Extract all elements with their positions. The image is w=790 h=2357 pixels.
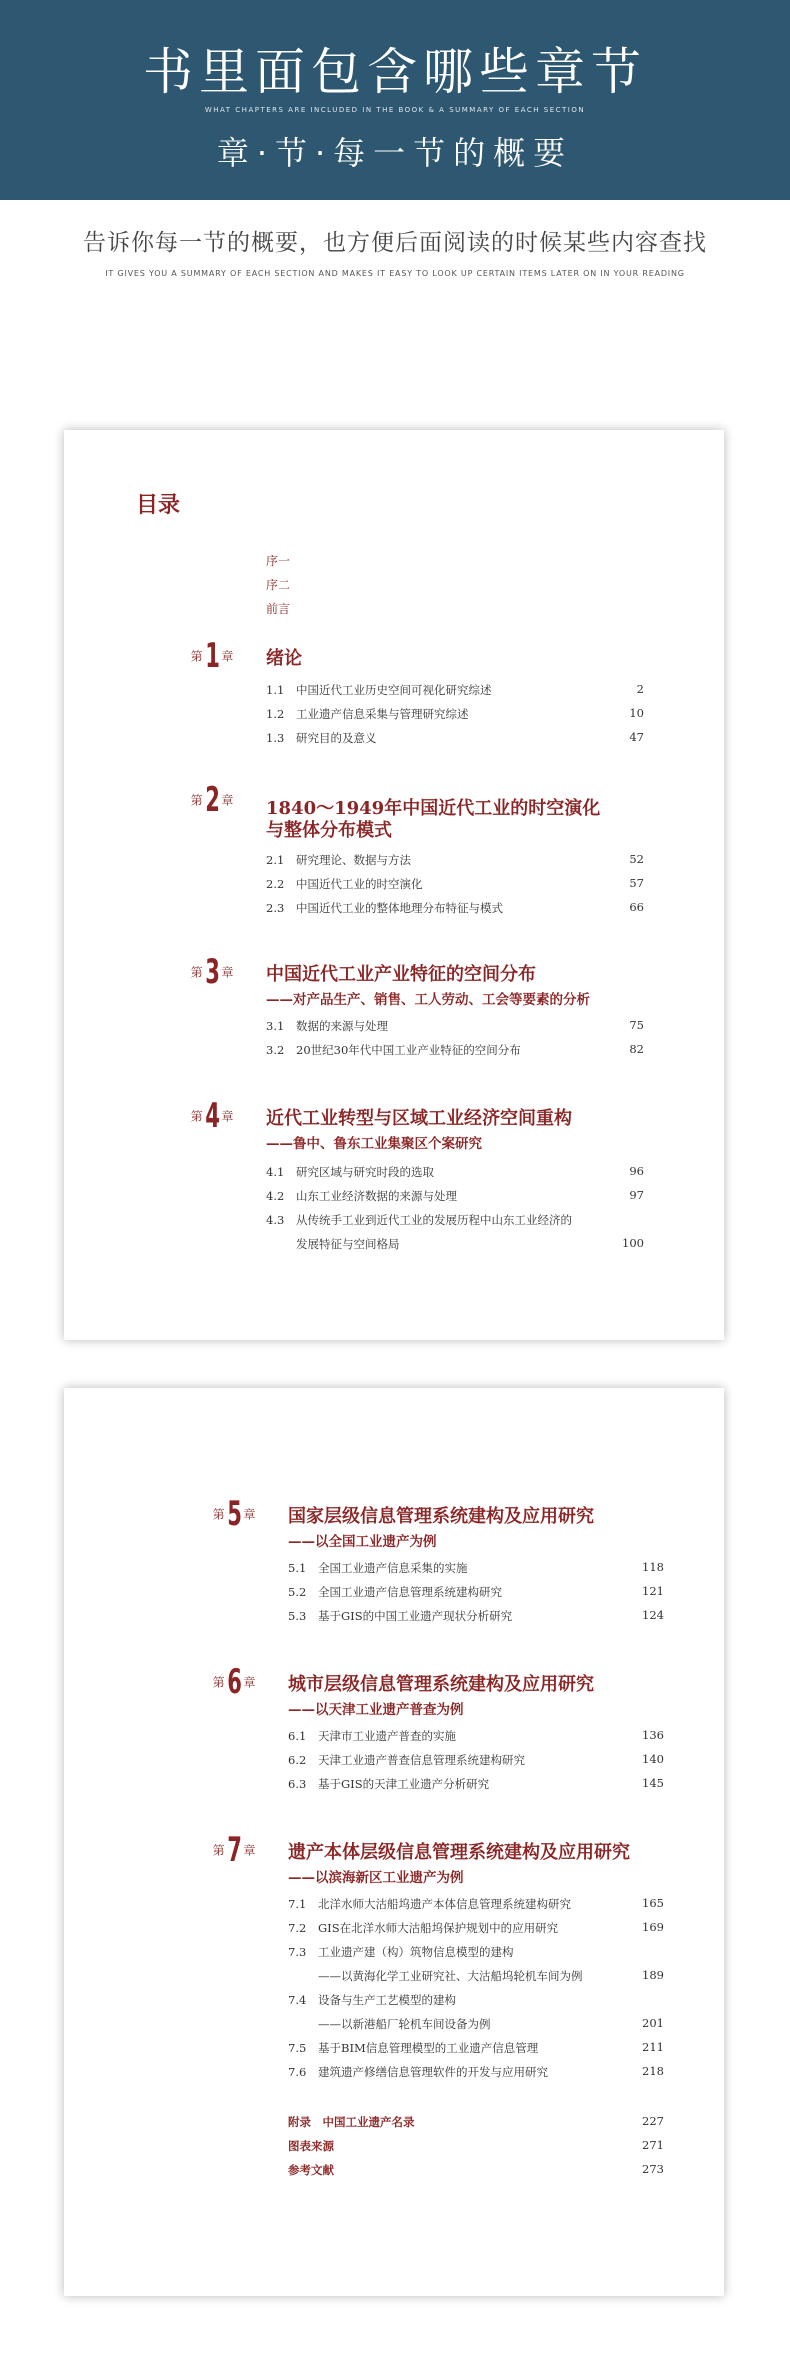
toc-entry[interactable]: 7.6 建筑遗产修缮信息管理软件的开发与应用研究 [288,2065,548,2079]
page-number: 96 [629,1164,644,1178]
page-number: 218 [642,2064,664,2078]
chapter-4-subtitle: ——鲁中、鲁东工业集聚区个案研究 [266,1136,482,1152]
chapter-4-title: 近代工业转型与区域工业经济空间重构 [266,1108,572,1129]
references-entry[interactable]: 参考文献 [288,2163,334,2177]
chapter-2-title: 1840～1949年中国近代工业的时空演化 [266,798,601,819]
toc-entry[interactable]: 3.1 数据的来源与处理 [266,1019,388,1033]
toc-heading: 目录 [136,492,181,518]
tagline-en: IT GIVES YOU A SUMMARY OF EACH SECTION AND MAKES IT EASY TO LOOK UP CERTAIN ITEMS LATER ON IN YOUR READING [105,269,685,278]
page-number: 169 [642,1920,664,1934]
page-number: 145 [642,1776,664,1790]
chapter-5-title: 国家层级信息管理系统建构及应用研究 [288,1506,594,1527]
chapter-3-title: 中国近代工业产业特征的空间分布 [266,964,536,985]
header-banner [0,0,790,200]
page-number: 75 [629,1018,644,1032]
page-number: 227 [642,2114,664,2128]
page-number: 52 [629,852,644,866]
toc-entry[interactable]: 5.1 全国工业遗产信息采集的实施 [288,1561,468,1575]
toc-entry[interactable]: 5.3 基于GIS的中国工业遗产现状分析研究 [288,1609,513,1623]
toc-entry[interactable]: 2.1 研究理论、数据与方法 [266,853,411,867]
page-number: 189 [642,1968,664,1982]
toc-entry[interactable]: 6.1 天津市工业遗产普查的实施 [288,1729,456,1743]
chapter-7-subtitle: ——以滨海新区工业遗产为例 [288,1870,464,1886]
toc-entry[interactable]: 4.1 研究区域与研究时段的选取 [266,1165,434,1179]
toc-entry[interactable]: 3.2 20世纪30年代中国工业产业特征的空间分布 [266,1043,521,1057]
toc-entry-continued[interactable]: ——以新港船厂轮机车间设备为例 [318,2017,491,2031]
prelim-foreword: 前言 [266,602,291,616]
page-number: 201 [642,2016,664,2030]
tagline-cn: 告诉你每一节的概要，也方便后面阅读的时候某些内容查找 [83,230,707,256]
page-number: 273 [642,2162,664,2176]
page-number: 121 [642,1584,664,1598]
toc-entry-continued[interactable]: 发展特征与空间格局 [296,1237,400,1251]
banner-title: 书里面包含哪些章节 [143,43,647,101]
appendix-entry[interactable]: 附录 中国工业遗产名录 [288,2115,415,2129]
page-number: 2 [636,682,644,696]
chapter-7-title: 遗产本体层级信息管理系统建构及应用研究 [288,1842,630,1863]
page-number: 57 [629,876,644,890]
page-number: 118 [642,1560,664,1574]
toc-entry[interactable]: 2.2 中国近代工业的时空演化 [266,877,423,891]
toc-entry[interactable]: 5.2 全国工业遗产信息管理系统建构研究 [288,1585,502,1599]
page-number: 47 [629,730,644,744]
toc-entry[interactable]: 7.2 GIS在北洋水师大沽船坞保护规划中的应用研究 [288,1921,559,1935]
toc-page-2 [64,1388,724,2296]
page-number: 140 [642,1752,664,1766]
page-number: 211 [642,2040,664,2054]
chapter-number-4: 第4 章 [190,1096,234,1136]
banner-subtitle-en: WHAT CHAPTERS ARE INCLUDED IN THE BOOK & A SUMMARY OF EACH SECTION [204,106,586,114]
toc-page-1 [64,430,724,1340]
prelim-preface-1: 序一 [266,554,291,568]
page-number: 100 [622,1236,644,1250]
toc-entry-continued[interactable]: ——以黄海化学工业研究社、大沽船坞轮机车间为例 [318,1969,583,1983]
page-number: 10 [629,706,644,720]
figure-sources-entry[interactable]: 图表来源 [288,2139,334,2153]
chapter-6-title: 城市层级信息管理系统建构及应用研究 [288,1674,594,1695]
toc-entry[interactable]: 1.2 工业遗产信息采集与管理研究综述 [266,707,469,721]
toc-entry[interactable]: 6.2 天津工业遗产普查信息管理系统建构研究 [288,1753,525,1767]
page-number: 271 [642,2138,664,2152]
toc-entry[interactable]: 1.3 研究目的及意义 [266,731,377,745]
toc-entry[interactable]: 4.2 山东工业经济数据的来源与处理 [266,1189,457,1203]
toc-entry[interactable]: 1.1 中国近代工业历史空间可视化研究综述 [266,683,492,697]
chapter-number-5: 第5 章 [212,1494,256,1534]
chapter-number-6: 第6 章 [212,1662,256,1702]
page-number: 124 [642,1608,664,1622]
chapter-3-subtitle: ——对产品生产、销售、工人劳动、工会等要素的分析 [266,992,590,1008]
chapter-1-title: 绪论 [266,648,302,669]
page-number: 66 [629,900,644,914]
toc-entry[interactable]: 7.1 北洋水师大沽船坞遗产本体信息管理系统建构研究 [288,1897,571,1911]
page-number: 136 [642,1728,664,1742]
chapter-5-subtitle: ——以全国工业遗产为例 [288,1534,437,1550]
chapter-number-7: 第7 章 [212,1830,256,1870]
toc-entry[interactable]: 7.3 工业遗产建（构）筑物信息模型的建构 [288,1945,514,1959]
chapter-number-2: 第2 章 [190,780,234,820]
toc-entry[interactable]: 7.5 基于BIM信息管理模型的工业遗产信息管理 [288,2041,539,2055]
toc-entry[interactable]: 7.4 设备与生产工艺模型的建构 [288,1993,456,2007]
toc-entry[interactable]: 4.3 从传统手工业到近代工业的发展历程中山东工业经济的 [266,1213,572,1227]
toc-entry[interactable]: 6.3 基于GIS的天津工业遗产分析研究 [288,1777,490,1791]
chapter-number-1: 第1 章 [190,636,234,676]
page-number: 82 [629,1042,644,1056]
toc-entry[interactable]: 2.3 中国近代工业的整体地理分布特征与模式 [266,901,503,915]
chapter-number-3: 第3 章 [190,952,234,992]
chapter-6-subtitle: ——以天津工业遗产普查为例 [288,1702,464,1718]
chapter-2-title-line2: 与整体分布模式 [266,820,392,841]
page-number: 165 [642,1896,664,1910]
prelim-preface-2: 序二 [266,578,291,592]
page-number: 97 [629,1188,644,1202]
banner-subtitle-cn: 章·节·每一节的概要 [216,134,574,172]
